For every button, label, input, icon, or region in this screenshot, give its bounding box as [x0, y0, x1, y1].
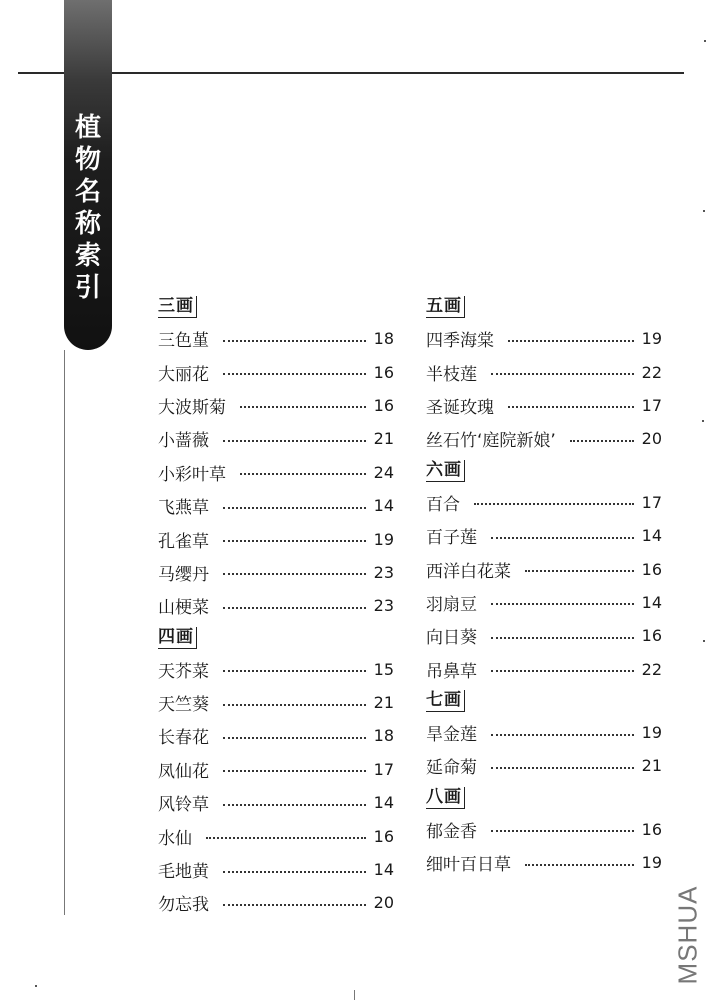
index-entry [158, 786, 394, 819]
plant-name: 大丽花 [158, 364, 209, 385]
stroke-count-heading [158, 292, 394, 322]
page-number: 20 [373, 893, 394, 913]
stroke-count-label: 六画 [426, 460, 465, 482]
dot-leader [223, 804, 366, 806]
dot-leader [223, 440, 366, 442]
index-entry [426, 322, 662, 355]
dot-leader [491, 373, 634, 375]
plant-name: 飞燕草 [158, 498, 209, 519]
index-entry [158, 819, 394, 852]
plant-name: 细叶百日草 [426, 855, 511, 876]
stroke-count-heading [426, 292, 662, 322]
page-number: 22 [641, 362, 662, 382]
plant-name: 小蔷薇 [158, 431, 209, 452]
dot-leader [491, 637, 634, 639]
plant-name: 天竺葵 [158, 695, 209, 716]
page-number: 19 [373, 529, 394, 549]
plant-name: 旱金莲 [426, 725, 477, 746]
plant-name: 西洋白花菜 [426, 561, 511, 582]
index-entry [426, 355, 662, 388]
page-number: 15 [373, 659, 394, 679]
index-entry [158, 522, 394, 555]
dot-leader [223, 871, 366, 873]
plant-name: 孔雀草 [158, 531, 209, 552]
dot-leader [508, 406, 634, 408]
plant-name: 风铃草 [158, 795, 209, 816]
dot-leader [570, 440, 634, 442]
dot-leader [223, 573, 366, 575]
watermark [668, 880, 708, 990]
index-entry [426, 653, 662, 686]
index-entry [426, 749, 662, 782]
scan-speck [704, 40, 706, 42]
stroke-count-label: 五画 [426, 296, 465, 318]
index-entry [158, 456, 394, 489]
index-entry [158, 422, 394, 455]
index-title-char: 名 [74, 177, 101, 207]
plant-name: 吊鼻草 [426, 661, 477, 682]
dot-leader [240, 406, 366, 408]
index-entry [426, 813, 662, 846]
page-number: 19 [641, 329, 662, 349]
stroke-count-heading [426, 783, 662, 813]
scan-speck [35, 985, 37, 987]
plant-name: 大波斯菊 [158, 397, 226, 418]
index-entry [158, 853, 394, 886]
page-number: 14 [641, 592, 662, 612]
plant-name: 羽扇豆 [426, 594, 477, 615]
index-entry [158, 489, 394, 522]
page-number: 14 [373, 793, 394, 813]
dot-leader [491, 537, 634, 539]
stroke-count-heading [426, 686, 662, 716]
page-number: 21 [641, 756, 662, 776]
index-entry [426, 422, 662, 455]
page-number: 14 [641, 526, 662, 546]
page-number: 16 [641, 819, 662, 839]
plant-name: 凤仙花 [158, 761, 209, 782]
page-number: 22 [641, 659, 662, 679]
index-title-char: 索 [74, 241, 101, 271]
dot-leader [491, 734, 634, 736]
page-number: 18 [373, 726, 394, 746]
index-entry [426, 486, 662, 519]
page-number: 17 [373, 759, 394, 779]
page-number: 21 [373, 429, 394, 449]
page-number: 16 [641, 559, 662, 579]
page-number: 24 [373, 462, 394, 482]
dot-leader [223, 904, 366, 906]
index-column-left [158, 292, 394, 920]
dot-leader [206, 837, 366, 839]
dot-leader [240, 473, 366, 475]
index-entry [158, 355, 394, 388]
plant-name: 山梗菜 [158, 598, 209, 619]
plant-name: 毛地黄 [158, 862, 209, 883]
plant-name: 延命菊 [426, 758, 477, 779]
index-entry [426, 389, 662, 422]
index-entry [158, 556, 394, 589]
page-number: 20 [641, 429, 662, 449]
plant-name: 丝石竹‘庭院新娘’ [426, 431, 556, 452]
dot-leader [223, 540, 366, 542]
stroke-count-label: 三画 [158, 296, 197, 318]
page-number: 19 [641, 853, 662, 873]
plant-name: 向日葵 [426, 628, 477, 649]
index-title-char: 称 [74, 209, 101, 239]
dot-leader [223, 373, 366, 375]
dot-leader [223, 670, 366, 672]
dot-leader [223, 340, 366, 342]
index-entry [158, 753, 394, 786]
index-entry [426, 619, 662, 652]
stroke-count-label: 四画 [158, 627, 197, 649]
index-entry [158, 653, 394, 686]
stroke-count-label: 八画 [426, 787, 465, 809]
dot-leader [223, 507, 366, 509]
dot-leader [223, 704, 366, 706]
index-entry [158, 389, 394, 422]
page-number: 21 [373, 693, 394, 713]
left-vertical-rule [64, 350, 65, 915]
top-rule [18, 72, 684, 74]
dot-leader [223, 607, 366, 609]
index-entry [426, 846, 662, 879]
page-number: 14 [373, 860, 394, 880]
page-number: 17 [641, 492, 662, 512]
dot-leader [491, 670, 634, 672]
page-number: 19 [641, 723, 662, 743]
index-title-char: 物 [74, 145, 101, 175]
dot-leader [508, 340, 634, 342]
plant-name: 小彩叶草 [158, 464, 226, 485]
dot-leader [474, 503, 634, 505]
index-title [64, 112, 112, 304]
page-number: 16 [641, 626, 662, 646]
plant-name: 马缨丹 [158, 564, 209, 585]
plant-name: 圣诞玫瑰 [426, 397, 494, 418]
dot-leader [525, 864, 634, 866]
dot-leader [223, 770, 366, 772]
plant-name: 水仙 [158, 828, 192, 849]
index-column-right [426, 292, 662, 879]
index-entry [426, 716, 662, 749]
scan-speck [703, 640, 705, 642]
index-entry [158, 719, 394, 752]
index-entry [158, 686, 394, 719]
index-entry [426, 586, 662, 619]
dot-leader [491, 767, 634, 769]
page-number: 18 [373, 329, 394, 349]
plant-name: 天芥菜 [158, 661, 209, 682]
plant-name: 长春花 [158, 728, 209, 749]
page-number: 16 [373, 826, 394, 846]
plant-name: 勿忘我 [158, 895, 209, 916]
scan-speck [703, 210, 705, 212]
page-number: 16 [373, 362, 394, 382]
index-entry [426, 519, 662, 552]
plant-name: 百子莲 [426, 528, 477, 549]
plant-name: 百合 [426, 494, 460, 515]
plant-name: 郁金香 [426, 821, 477, 842]
dot-leader [223, 737, 366, 739]
stroke-count-heading [426, 456, 662, 486]
index-entry [158, 322, 394, 355]
scan-mark [354, 990, 355, 1000]
page-number: 23 [373, 596, 394, 616]
page-number: 16 [373, 395, 394, 415]
stroke-count-label: 七画 [426, 690, 465, 712]
plant-name: 四季海棠 [426, 331, 494, 352]
plant-name: 三色堇 [158, 331, 209, 352]
page-number: 17 [641, 395, 662, 415]
index-entry [158, 589, 394, 622]
page-number: 14 [373, 496, 394, 516]
index-title-char: 引 [74, 273, 101, 303]
dot-leader [491, 830, 634, 832]
watermark-text: MSHUA [672, 885, 703, 985]
plant-name: 半枝莲 [426, 364, 477, 385]
dot-leader [491, 603, 634, 605]
dot-leader [525, 570, 634, 572]
index-entry [426, 552, 662, 585]
stroke-count-heading [158, 623, 394, 653]
page-number: 23 [373, 562, 394, 582]
index-title-char: 植 [74, 113, 101, 143]
scan-speck [702, 420, 704, 422]
index-entry [158, 886, 394, 919]
